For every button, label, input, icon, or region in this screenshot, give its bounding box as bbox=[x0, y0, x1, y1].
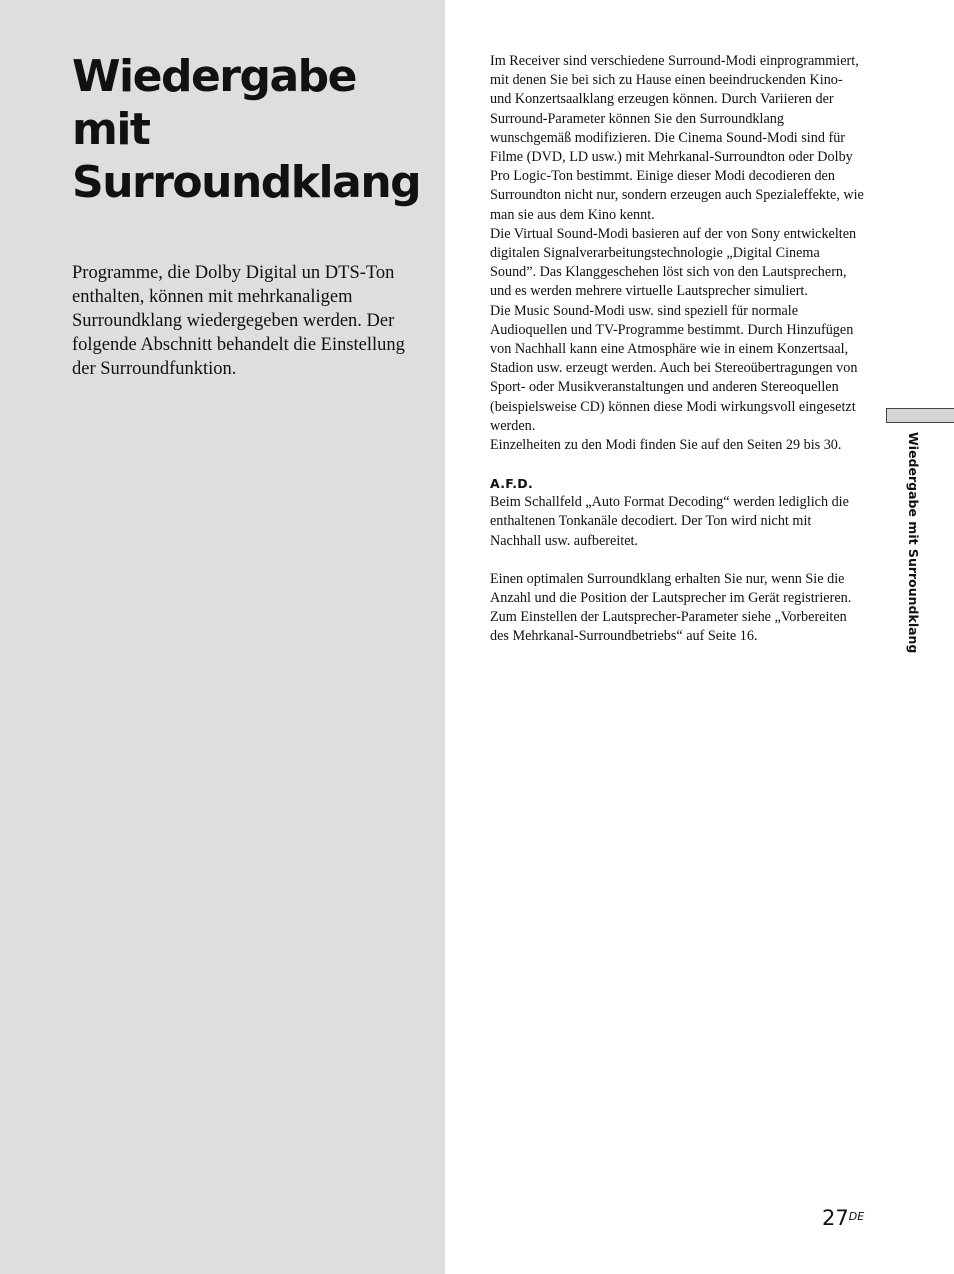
closing-paragraph: Einen optimalen Surroundklang erhalten Sie nur, wenn Sie die Anzahl und die Position der Lautsprecher im Gerät registrieren. Zum Einstellen der Lautsprecher-Parameter siehe „Vorbereiten des Mehrkanal-Surroundbetriebs“ auf Seite 16. bbox=[490, 570, 852, 645]
chapter-title-line-1: Wiedergabe bbox=[72, 51, 357, 102]
spacer bbox=[490, 455, 866, 474]
page-number-value: 27 bbox=[822, 1206, 849, 1230]
body-paragraph-cinema: Im Receiver sind verschiedene Surround-Modi einprogrammiert, mit denen Sie bei sich zu Hause einen beeindruckenden Kino- und Konzertsaalklang erzeugen können. Durch Variieren der Surround-Parameter können Sie den Surroundklang wunschgemäß modifizieren. Die Cinema Sound-Modi sind für Filme (DVD, LD usw.) mit Mehrkanal-Surroundton oder Dolby Pro Logic-Ton bestimmt. Einige dieser Modi decodieren den Surroundton nicht nur, sondern erzeugen auch Spezialeffekte, wie man sie aus dem Kino kennt. bbox=[490, 53, 864, 223]
spacer bbox=[490, 551, 866, 570]
body-paragraph-music: Die Music Sound-Modi usw. sind speziell für normale Audioquellen und TV-Programme bestimmt. Durch Hinzufügen von Nachhall kann eine Atmosphäre wie in einem Konzertsaal, Stadion usw. erzeugt werden. Auch bei Stereoübertragungen von Sport- oder Musikveranstaltungen und anderen Stereoquellen (beispielsweise CD) können diese Modi wirkungsvoll eingesetzt werden. bbox=[490, 302, 858, 434]
side-chapter-label: Wiedergabe mit Surroundklang bbox=[906, 432, 921, 654]
chapter-title-line-3: Surroundklang bbox=[72, 157, 421, 208]
chapter-tab-marker bbox=[886, 408, 954, 423]
afd-heading: A.F.D. bbox=[490, 476, 534, 492]
body-paragraph-reference: Einzelheiten zu den Modi finden Sie auf den Seiten 29 bis 30. bbox=[490, 437, 842, 454]
body-column bbox=[490, 52, 866, 647]
page-language-suffix: DE bbox=[848, 1210, 865, 1223]
afd-paragraph: Beim Schallfeld „Auto Format Decoding“ werden lediglich die enthaltenen Tonkanäle decodiert. Der Ton wird nicht mit Nachhall usw. aufbereitet. bbox=[490, 494, 849, 549]
page-number bbox=[822, 1206, 864, 1230]
chapter-title bbox=[72, 50, 432, 209]
intro-paragraph: Programme, die Dolby Digital un DTS-Ton enthalten, können mit mehrkanaligem Surroundklang wiedergegeben werden. Der folgende Abschnitt behandelt die Einstellung der Surroundfunktion. bbox=[72, 263, 405, 379]
body-paragraph-virtual: Die Virtual Sound-Modi basieren auf der von Sony entwickelten digitalen Signalverarbeitungstechnologie „Digital Cinema Sound”. Das Klanggeschehen löst sich von den Lautsprechern, und es werden mehrere virtuelle Lautsprecher simuliert. bbox=[490, 225, 857, 300]
chapter-title-line-2: mit bbox=[72, 104, 150, 155]
